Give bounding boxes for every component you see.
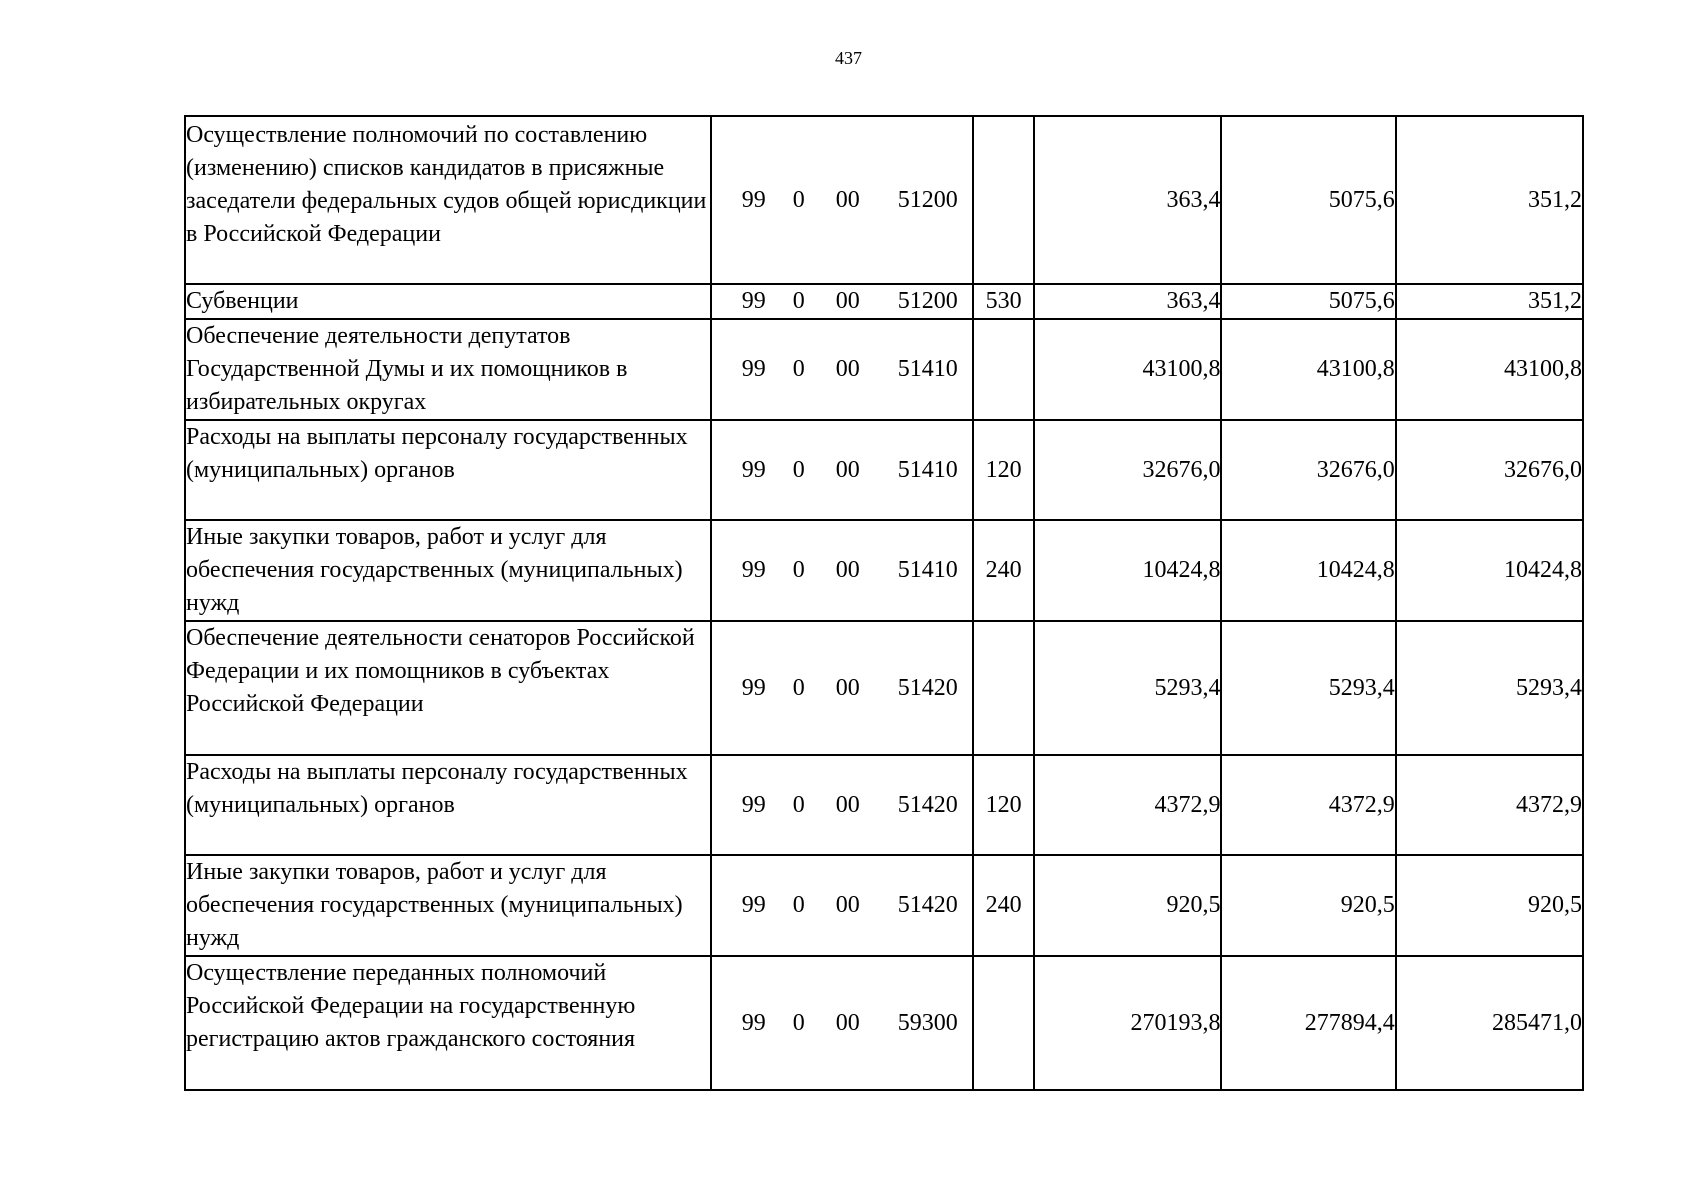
- row-name: Осуществление переданных полномочий Российской Федерации на государственную регистрацию актов гражданского состояния: [185, 956, 711, 1090]
- value-year-3: 32676,0: [1396, 420, 1583, 520]
- row-name: Иные закупки товаров, работ и услуг для обеспечения государственных (муниципальных) нужд: [185, 520, 711, 621]
- target-code: [711, 855, 973, 956]
- code-program: 99: [741, 892, 766, 918]
- value-year-1: 920,5: [1034, 855, 1221, 956]
- code-subprogram: 0: [792, 288, 805, 314]
- value-year-2: 32676,0: [1221, 420, 1395, 520]
- row-name: Расходы на выплаты персоналу государственных (муниципальных) органов: [185, 755, 711, 855]
- value-year-3: 5293,4: [1396, 621, 1583, 755]
- code-program: 99: [741, 674, 766, 701]
- expense-type: 240: [973, 520, 1034, 621]
- table-row: [185, 116, 1583, 284]
- code-program: 99: [741, 557, 766, 583]
- expense-type: [973, 116, 1034, 284]
- value-year-3: 920,5: [1396, 855, 1583, 956]
- row-name: Расходы на выплаты персоналу государственных (муниципальных) органов: [185, 420, 711, 520]
- row-name: Иные закупки товаров, работ и услуг для обеспечения государственных (муниципальных) нужд: [185, 855, 711, 956]
- code-item: 51420: [897, 892, 958, 918]
- code-group: 00: [835, 456, 860, 483]
- table-row: [185, 621, 1583, 755]
- expense-type: [973, 621, 1034, 755]
- value-year-3: 351,2: [1396, 116, 1583, 284]
- code-group: 00: [835, 892, 860, 918]
- value-year-2: 4372,9: [1221, 755, 1395, 855]
- code-subprogram: 0: [792, 892, 805, 918]
- table-row: [185, 319, 1583, 420]
- table-row: [185, 284, 1583, 319]
- code-group: 00: [835, 288, 860, 314]
- value-year-2: 277894,4: [1221, 956, 1395, 1090]
- value-year-1: 32676,0: [1034, 420, 1221, 520]
- value-year-3: 285471,0: [1396, 956, 1583, 1090]
- value-year-1: 363,4: [1034, 284, 1221, 319]
- target-code: [711, 755, 973, 855]
- code-program: 99: [741, 186, 766, 213]
- code-item: 51420: [897, 791, 958, 818]
- value-year-2: 920,5: [1221, 855, 1395, 956]
- target-code: [711, 420, 973, 520]
- code-subprogram: 0: [792, 456, 805, 483]
- value-year-1: 4372,9: [1034, 755, 1221, 855]
- target-code: [711, 956, 973, 1090]
- target-code: [711, 116, 973, 284]
- code-item: 51410: [897, 456, 958, 483]
- table-row: [185, 420, 1583, 520]
- value-year-1: 5293,4: [1034, 621, 1221, 755]
- expense-type: [973, 319, 1034, 420]
- value-year-1: 270193,8: [1034, 956, 1221, 1090]
- target-code: [711, 621, 973, 755]
- row-name: Обеспечение деятельности депутатов Государственной Думы и их помощников в избирательных округах: [185, 319, 711, 420]
- row-name: Субвенции: [185, 284, 711, 319]
- code-program: 99: [741, 1009, 766, 1036]
- code-group: 00: [835, 186, 860, 213]
- code-item: 51420: [897, 674, 958, 701]
- expense-type: 240: [973, 855, 1034, 956]
- code-subprogram: 0: [792, 674, 805, 701]
- value-year-3: 351,2: [1396, 284, 1583, 319]
- expense-type: 120: [973, 755, 1034, 855]
- code-item: 51200: [897, 186, 958, 213]
- row-name: Осуществление полномочий по составлению (изменению) списков кандидатов в присяжные заседатели федеральных судов общей юрисдикции в Российской Федерации: [185, 116, 711, 284]
- table-row: [185, 855, 1583, 956]
- table-row: [185, 956, 1583, 1090]
- code-subprogram: 0: [792, 356, 805, 382]
- value-year-1: 43100,8: [1034, 319, 1221, 420]
- value-year-2: 5075,6: [1221, 116, 1395, 284]
- code-item: 51410: [897, 557, 958, 583]
- value-year-3: 4372,9: [1396, 755, 1583, 855]
- code-item: 51410: [897, 356, 958, 382]
- code-group: 00: [835, 557, 860, 583]
- row-name: Обеспечение деятельности сенаторов Российской Федерации и их помощников в субъектах Российской Федерации: [185, 621, 711, 755]
- table-row: [185, 520, 1583, 621]
- code-group: 00: [835, 1009, 860, 1036]
- code-group: 00: [835, 674, 860, 701]
- target-code: [711, 520, 973, 621]
- code-subprogram: 0: [792, 557, 805, 583]
- code-item: 59300: [897, 1009, 958, 1036]
- target-code: [711, 284, 973, 319]
- expense-type: [973, 956, 1034, 1090]
- budget-table: [184, 115, 1584, 1091]
- target-code: [711, 319, 973, 420]
- page-number: 437: [835, 48, 862, 68]
- code-subprogram: 0: [792, 1009, 805, 1036]
- expense-type: 530: [973, 284, 1034, 319]
- code-group: 00: [835, 356, 860, 382]
- value-year-1: 363,4: [1034, 116, 1221, 284]
- table-row: [185, 755, 1583, 855]
- code-program: 99: [741, 288, 766, 314]
- expense-type: 120: [973, 420, 1034, 520]
- value-year-1: 10424,8: [1034, 520, 1221, 621]
- code-program: 99: [741, 356, 766, 382]
- value-year-3: 10424,8: [1396, 520, 1583, 621]
- code-subprogram: 0: [792, 791, 805, 818]
- value-year-2: 5293,4: [1221, 621, 1395, 755]
- value-year-2: 43100,8: [1221, 319, 1395, 420]
- code-program: 99: [741, 791, 766, 818]
- code-program: 99: [741, 456, 766, 483]
- value-year-2: 5075,6: [1221, 284, 1395, 319]
- value-year-2: 10424,8: [1221, 520, 1395, 621]
- value-year-3: 43100,8: [1396, 319, 1583, 420]
- code-subprogram: 0: [792, 186, 805, 213]
- code-item: 51200: [897, 288, 958, 314]
- code-group: 00: [835, 791, 860, 818]
